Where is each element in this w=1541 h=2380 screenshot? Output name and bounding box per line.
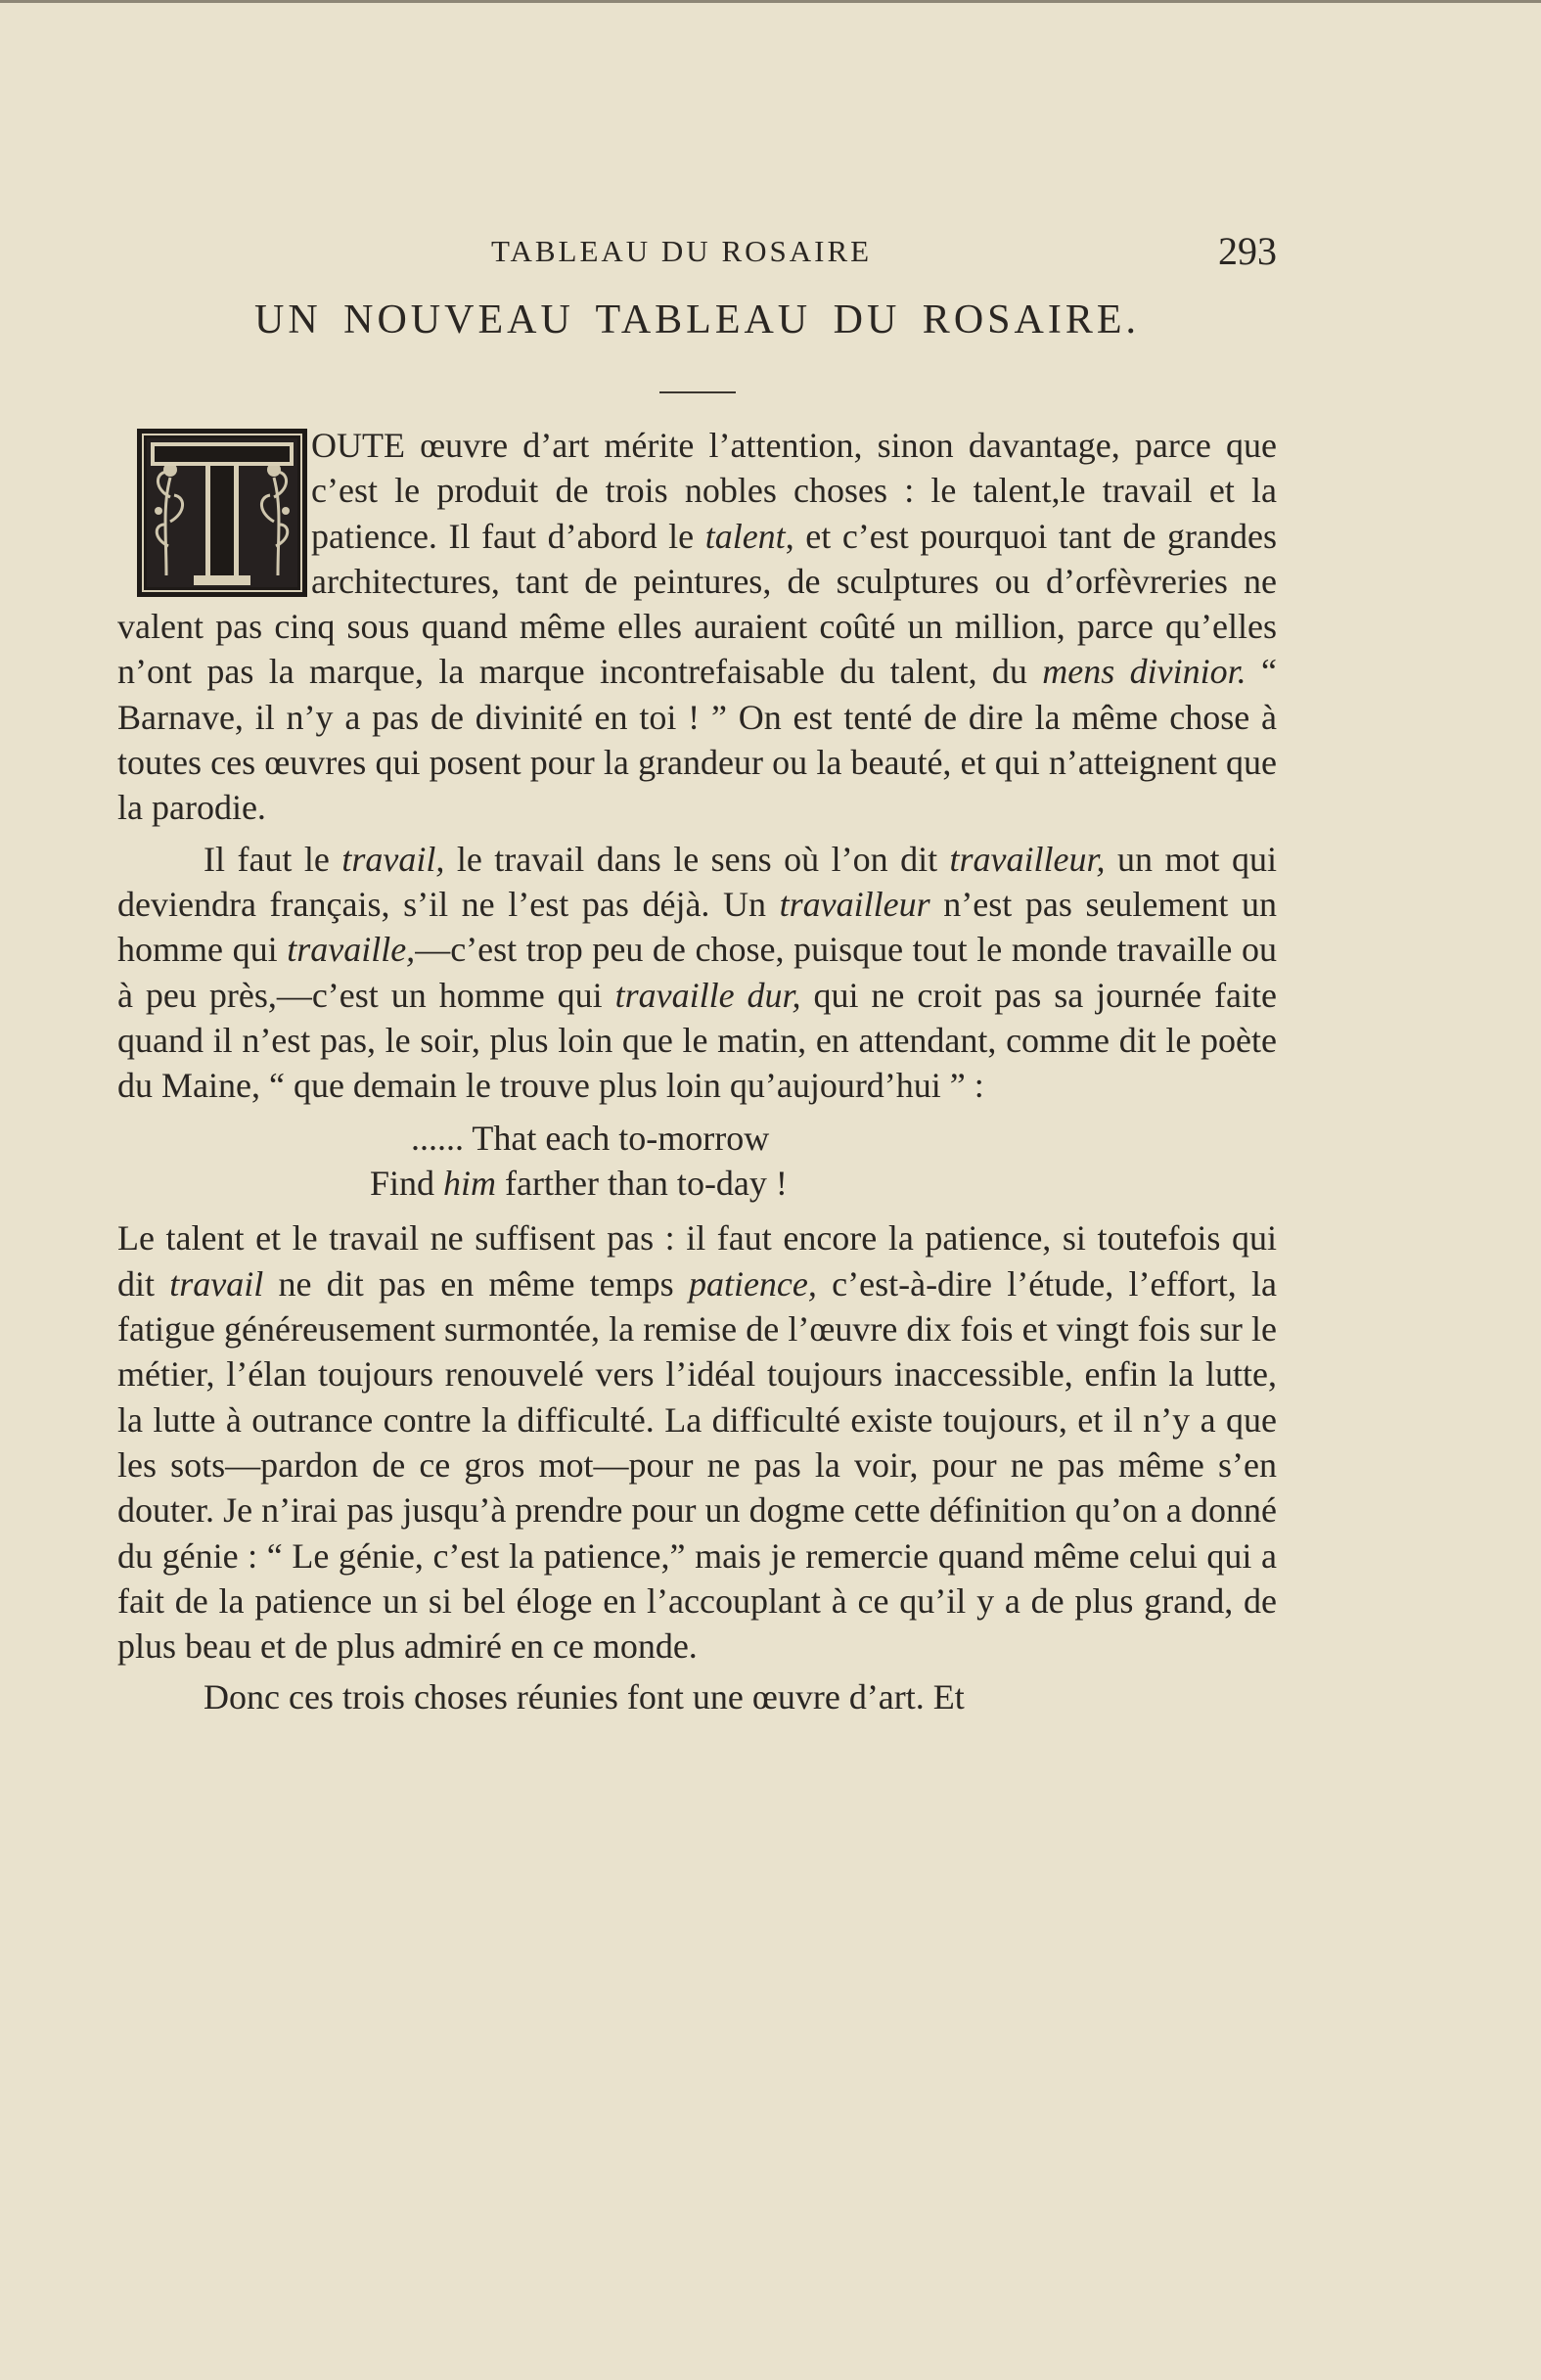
- running-head: [117, 228, 1277, 277]
- body-text: [117, 423, 1277, 1720]
- verse-quote: [117, 1116, 1277, 1206]
- verse-line-2: Find him farther than to-day !: [370, 1164, 788, 1204]
- paragraph-2: Il faut le travail, le travail dans le sens où l’on dit travailleur, un mot qui deviendra français, s’il ne l’est pas déjà. Un travailleur n’est pas seulement un homme qui travaille,—c’est trop peu de chose, puisque tout le monde travaille ou à peu près,—c’est un homme qui travaille dur, qui ne croit pas sa journée faite quand il n’est pas, le soir, plus loin que le matin, en attendant, comme dit le poète du Maine, “ que demain le trouve plus loin qu’aujourd’hui ” :: [117, 839, 1278, 1106]
- paragraph-1: OUTE œuvre d’art mérite l’attention, sinon davantage, parce que c’est le produit de trois nobles choses : le talent,le travail et la patience. Il faut d’abord le talent, et c’est pourquoi tant de grandes architectures, tant de peintures, de sculptures ou d’orfèvreries ne valent pas cinq sous quand même elles auraient coûté un million, parce qu’elles n’ont pas la marque, la marque incontrefaisable du talent, du mens divinior. “ Barnave, il n’y a pas de divinité en toi ! ” On est tenté de dire la même chose à toutes ces œuvres qui posent pour la grandeur ou la beauté, et qui n’atteignent que la parodie.: [117, 426, 1277, 828]
- article-title: UN NOUVEAU TABLEAU DU ROSAIRE.: [253, 298, 1140, 343]
- page-top-edge: [0, 0, 1541, 3]
- verse-line-1: ...... That each to-morrow: [411, 1119, 770, 1159]
- paragraph-4: Donc ces trois choses réunies font une œuvre d’art. Et: [204, 1677, 965, 1717]
- title-rule: [659, 391, 736, 393]
- page-number: 293: [1218, 229, 1277, 273]
- paragraph-3: Le talent et le travail ne suffisent pas : il faut encore la patience, si toutefois qui dit travail ne dit pas en même temps patience, c’est-à-dire l’étude, l’effort, la fatigue généreusement surmontée, la remise de l’œuvre dix fois et vingt fois sur le métier, l’élan toujours renouvelé vers l’idéal toujours inaccessible, enfin la lutte, la lutte à outrance contre la difficulté. La difficulté existe toujours, et il n’y a que les sots—pardon de ce gros mot—pour ne pas la voir, pour ne pas même s’en douter. Je n’irai pas jusqu’à prendre pour un dogme cette définition qu’on a donné du génie : “ Le génie, c’est la patience,” mais je remercie quand même celui qui a fait de la patience un si bel éloge en l’accouplant à ce qu’il y a de plus grand, de plus beau et de plus admiré en ce monde.: [117, 1218, 1277, 1667]
- running-head-title: TABLEAU DU ROSAIRE: [491, 234, 873, 268]
